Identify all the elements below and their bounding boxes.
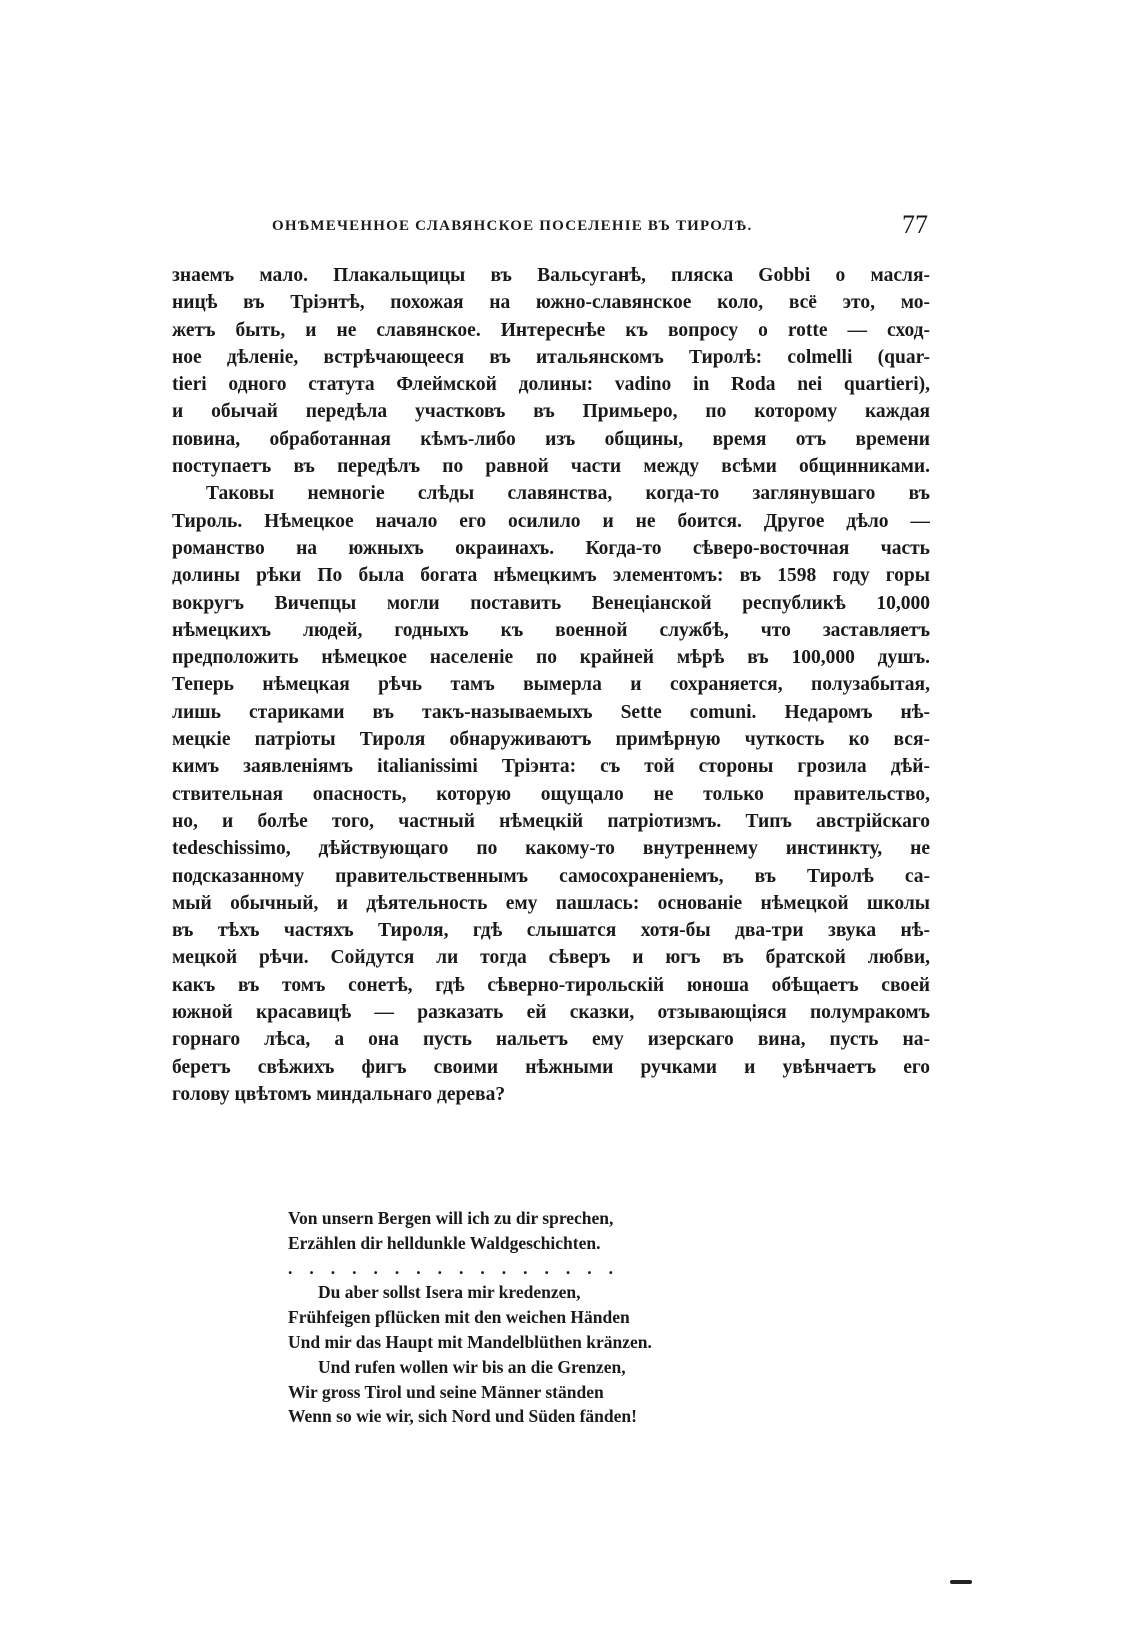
poem-quote <box>288 1206 788 1429</box>
poem-line: Und rufen wollen wir bis an die Grenzen, <box>318 1356 626 1377</box>
paragraph-end-line: голову цвѣтомъ миндальнаго дерева? <box>172 1083 506 1105</box>
text-line: мый обычный, и дѣятельность ему пашлась: основаніе нѣмецкой школы <box>172 892 930 914</box>
text-line: жетъ быть, и не славянское. Интереснѣе къ вопросу о rotte — сход- <box>172 319 930 341</box>
poem-line: Von unsern Bergen will ich zu dir sprechen, <box>288 1208 614 1228</box>
poem-line: Du aber sollst Isera mir kredenzen, <box>318 1282 581 1303</box>
text-line: романство на южныхъ окраинахъ. Когда-то сѣверо-восточная часть <box>172 537 930 559</box>
text-line: знаемъ мало. Плакальщицы въ Вальсуганѣ, пляска Gobbi о масля- <box>172 265 930 286</box>
text-line: мецкой рѣчи. Сойдутся ли тогда сѣверъ и югъ въ братской любви, <box>172 947 930 969</box>
text-line: но, и болѣе того, частный нѣмецкій патріотизмъ. Типъ австрійскаго <box>172 810 930 832</box>
poem-line: Wenn so wie wir, sich Nord und Süden fänden! <box>288 1406 637 1427</box>
running-title: ОНѢМЕЧЕННОЕ СЛАВЯНСКОЕ ПОСЕЛЕНІЕ ВЪ ТИРОЛѢ. <box>272 218 753 234</box>
text-line: ное дѣленіе, встрѣчающееся въ итальянскомъ Тиролѣ: colmelli (quar- <box>172 346 930 368</box>
text-line: tedeschissimo, дѣйствующаго по какому-то внутреннему инстинкту, не <box>172 838 930 860</box>
text-line: вокругъ Вичепцы могли поставить Венеціанской республикѣ 10,000 <box>172 592 930 614</box>
poem-ellipsis: ................ <box>288 1257 630 1278</box>
page-number: 77 <box>902 210 928 239</box>
text-line: лишь стариками въ такъ-называемыхъ Sette comuni. Недаромъ нѣ- <box>172 701 930 723</box>
text-line: кимъ заявленіямъ italianissimi Тріэнта: съ той стороны грозила дѣй- <box>172 756 930 778</box>
body-text <box>172 262 930 1108</box>
text-line: подсказанному правительственнымъ самосохраненіемъ, въ Тиролѣ са- <box>172 865 930 887</box>
text-line: мецкіе патріоты Тироля обнаруживаютъ примѣрную чуткость ко вся- <box>172 729 930 751</box>
text-line: повина, обработанная кѣмъ-либо изъ общины, время отъ времени <box>172 428 930 450</box>
text-line: какъ въ томъ сонетѣ, гдѣ сѣверно-тирольскій юноша обѣщаетъ своей <box>172 974 930 996</box>
text-line: предположить нѣмецкое населеніе по крайней мѣрѣ въ 100,000 душъ. <box>172 647 930 669</box>
text-line: и обычай передѣла участковъ въ Примьеро, по которому каждая <box>172 401 930 423</box>
poem-line: Wir gross Tirol und seine Männer ständen <box>288 1381 604 1402</box>
text-line: беретъ свѣжихъ фигъ своими нѣжными ручками и увѣнчаетъ его <box>172 1056 930 1078</box>
text-line: ницѣ въ Тріэнтѣ, похожая на южно-славянское коло, всё это, мо- <box>172 292 930 314</box>
text-line: въ тѣхъ частяхъ Тироля, гдѣ слышатся хотя-бы два-три звука нѣ- <box>172 920 930 942</box>
text-line: нѣмецкихъ людей, годныхъ къ военной службѣ, что заставляетъ <box>172 619 930 641</box>
text-line: tieri одного статута Флеймской долины: vadino in Roda nei quartieri), <box>172 374 930 396</box>
text-line: долины рѣки По была богата нѣмецкимъ элементомъ: въ 1598 году горы <box>172 565 930 587</box>
text-line: Теперь нѣмецкая рѣчь тамъ вымерла и сохраняется, полузабытая, <box>172 674 930 696</box>
poem-line: Erzählen dir helldunkle Waldgeschichten. <box>288 1232 601 1253</box>
text-line: поступаетъ въ передѣлъ по равной части между всѣми общинниками. <box>172 456 930 478</box>
print-mark <box>950 1580 972 1584</box>
poem-line: Frühfeigen pflücken mit den weichen Händen <box>288 1307 630 1328</box>
text-line: горнаго лѣса, а она пусть нальетъ ему изерскаго вина, пусть на- <box>172 1029 930 1051</box>
text-line: южной красавицѣ — разказать ей сказки, отзывающіяся полумракомъ <box>172 1002 930 1024</box>
text-line: ствительная опасность, которую ощущало не только правительство, <box>172 783 930 805</box>
text-line: Тироль. Нѣмецкое начало его осилило и не боится. Другое дѣло — <box>172 510 930 532</box>
page-header <box>268 210 928 250</box>
poem-line: Und mir das Haupt mit Mandelblüthen kränzen. <box>288 1331 652 1352</box>
paragraph-start-line: Таковы немногіе слѣды славянства, когда-то заглянувшаго въ <box>206 483 930 505</box>
